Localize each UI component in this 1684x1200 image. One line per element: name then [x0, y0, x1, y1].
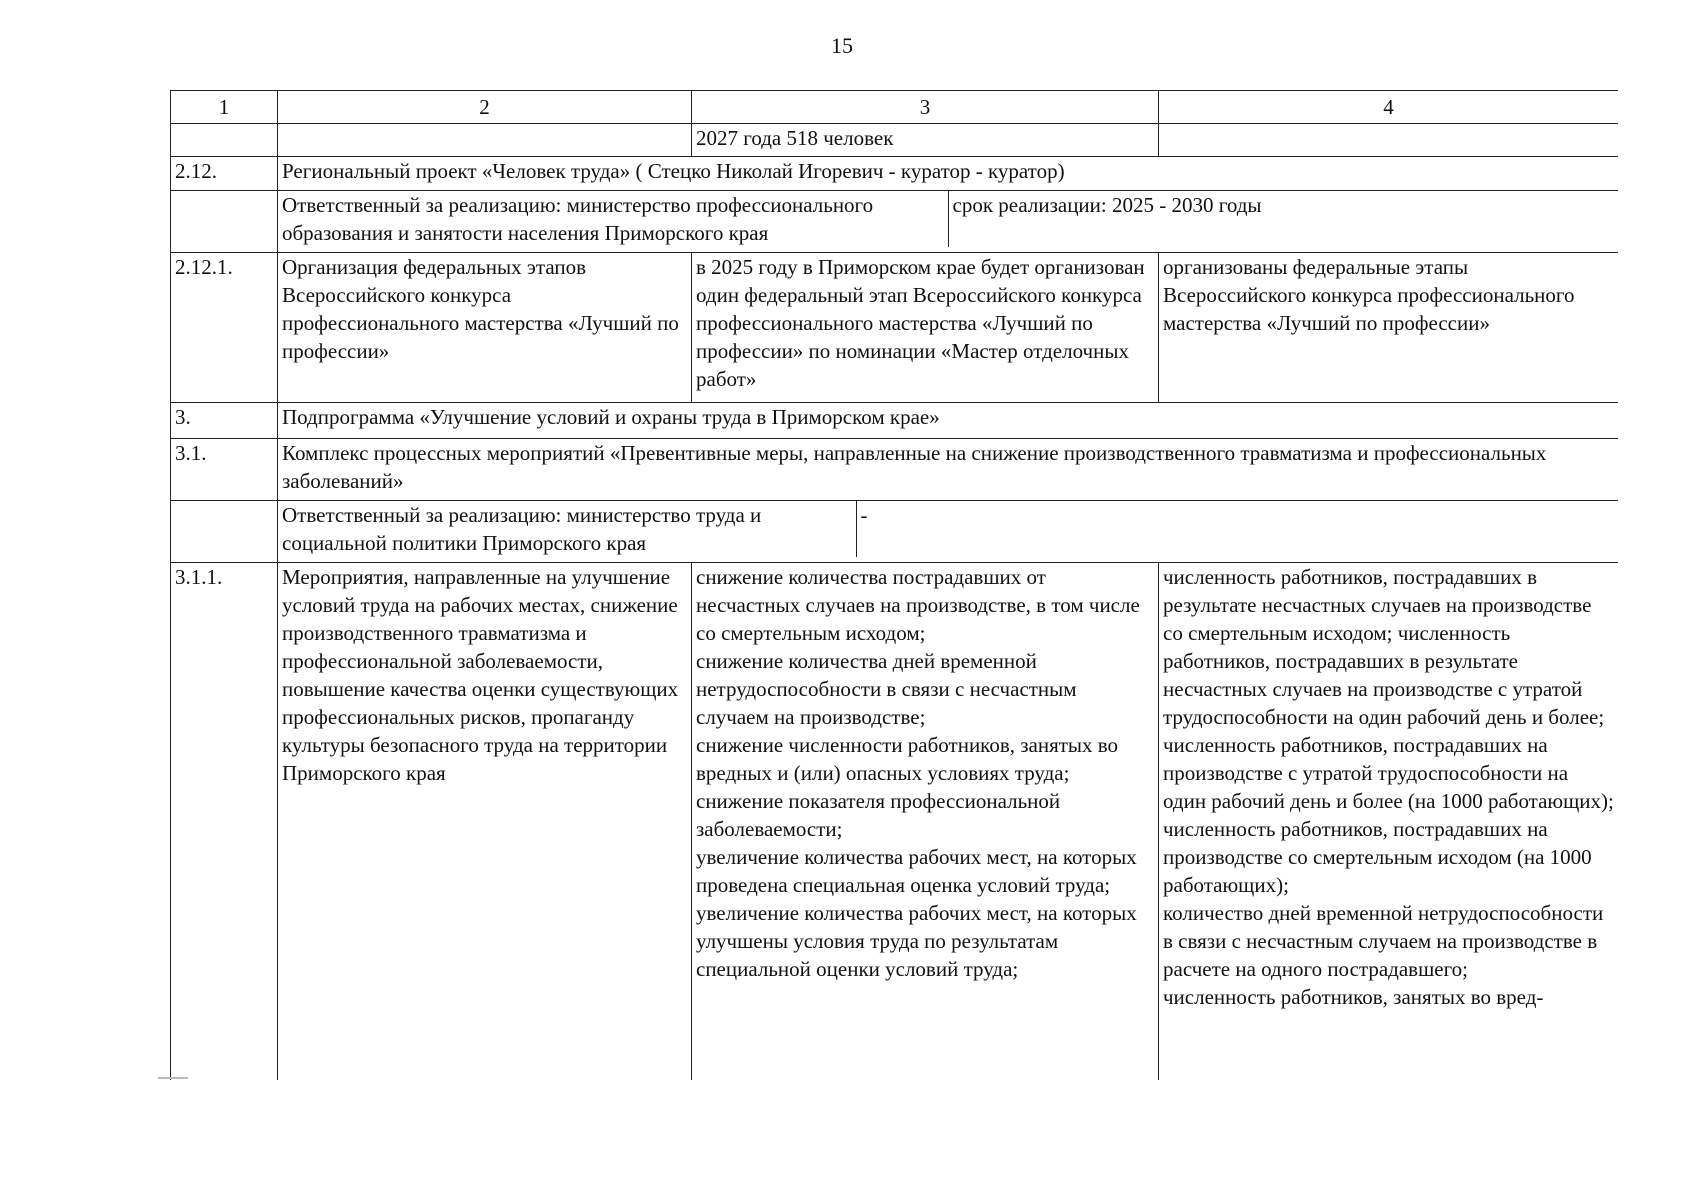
task-cell: Мероприятия, направленные на улучшение условий труда на рабочих местах, снижение производственного травматизма и профессиональной заболеваемости, повышение качества оценки существующих профессиональных рисков, пропаганду культуры безопасного труда на территории Приморского края: [278, 563, 692, 1081]
table-row-3-1-1: [171, 563, 1619, 1081]
header-col-3: 3: [692, 91, 1159, 124]
row-number: 3.1.1.: [171, 563, 278, 1081]
table-row-3-1-responsible: [171, 501, 1619, 563]
responsible-text: Ответственный за реализацию: министерство профессионального образования и занятости населения Приморского края: [282, 193, 874, 245]
table-row-2-12-1: [171, 253, 1619, 403]
table-row-2-12-responsible: [171, 191, 1619, 253]
cell-continuation-1: [171, 124, 278, 157]
row-number: 2.12.: [171, 157, 278, 191]
page-number: 15: [831, 33, 853, 58]
scan-artifact: [158, 1077, 188, 1079]
table-row-3: [171, 403, 1619, 439]
row-number-empty: [171, 501, 278, 563]
program-table: [170, 90, 1618, 1080]
table-row-continuation: [171, 124, 1619, 157]
document-sheet: [170, 90, 1618, 1080]
responsible-text: Ответственный за реализацию: министерство труда и социальной политики Приморского края: [282, 503, 762, 555]
term-text: -: [856, 501, 1618, 557]
row-number: 3.: [171, 403, 278, 439]
responsible-cell: [278, 191, 1619, 253]
cell-continuation-4: [1159, 124, 1619, 157]
header-col-2: 2: [278, 91, 692, 124]
table-header-row: [171, 91, 1619, 124]
process-complex-title: Комплекс процессных мероприятий «Превентивные меры, направленные на снижение производственного травматизма и профессиональных заболеваний»: [278, 439, 1619, 501]
term-text: срок реализации: 2025 - 2030 годы: [948, 191, 1618, 247]
subprogram-title: Подпрограмма «Улучшение условий и охраны труда в Приморском крае»: [278, 403, 1619, 439]
header-col-4: 4: [1159, 91, 1619, 124]
header-col-1: 1: [171, 91, 278, 124]
regional-project-title: Региональный проект «Человек труда» ( Стецко Николай Игоревич - куратор - куратор): [278, 157, 1619, 191]
responsible-inner-table: [278, 191, 1618, 247]
cell-continuation-2: [278, 124, 692, 157]
row-number: 2.12.1.: [171, 253, 278, 403]
task-cell: Организация федеральных этапов Всероссийского конкурса профессионального мастерства «Лучший по профессии»: [278, 253, 692, 403]
cell-continuation-3: 2027 года 518 человек: [692, 124, 1159, 157]
row-number: 3.1.: [171, 439, 278, 501]
responsible-cell: [278, 501, 1619, 563]
table-row-3-1: [171, 439, 1619, 501]
indicator-cell: численность работников, пострадавших в результате несчастных случаев на производстве со смертельным исходом; численность работников, пострадавших в результате несчастных случаев на производстве с утратой трудоспособности на один рабочий день и более; численность работников, пострадавших на производстве с утратой трудоспособности на один рабочий день и более (на 1000 работающих); численность работников, пострадавших на производстве со смертельным исходом (на 1000 работающих); количество дней временной нетрудоспособности в связи с несчастным случаем на производстве в расчете на одного пострадавшего; численность работников, занятых во вред-: [1159, 563, 1619, 1081]
row-number-empty: [171, 191, 278, 253]
result-cell: в 2025 году в Приморском крае будет организован один федеральный этап Всероссийского конкурса профессионального мастерства «Лучший по профессии» по номинации «Мастер отделочных работ»: [692, 253, 1159, 403]
result-cell: снижение количества пострадавших от несчастных случаев на производстве, в том числе со смертельным исходом; снижение количества дней временной нетрудоспособности в связи с несчастным случаем на производстве; снижение численности работников, занятых во вредных и (или) опасных условиях труда; снижение показателя профессиональной заболеваемости; увеличение количества рабочих мест, на которых проведена специальная оценка условий труда; увеличение количества рабочих мест, на которых улучшены условия труда по результатам специальной оценки условий труда;: [692, 563, 1159, 1081]
responsible-inner-table: [278, 501, 1618, 557]
indicator-cell: организованы федеральные этапы Всероссийского конкурса профессионального мастерства «Лучший по профессии»: [1159, 253, 1619, 403]
table-row-2-12: [171, 157, 1619, 191]
